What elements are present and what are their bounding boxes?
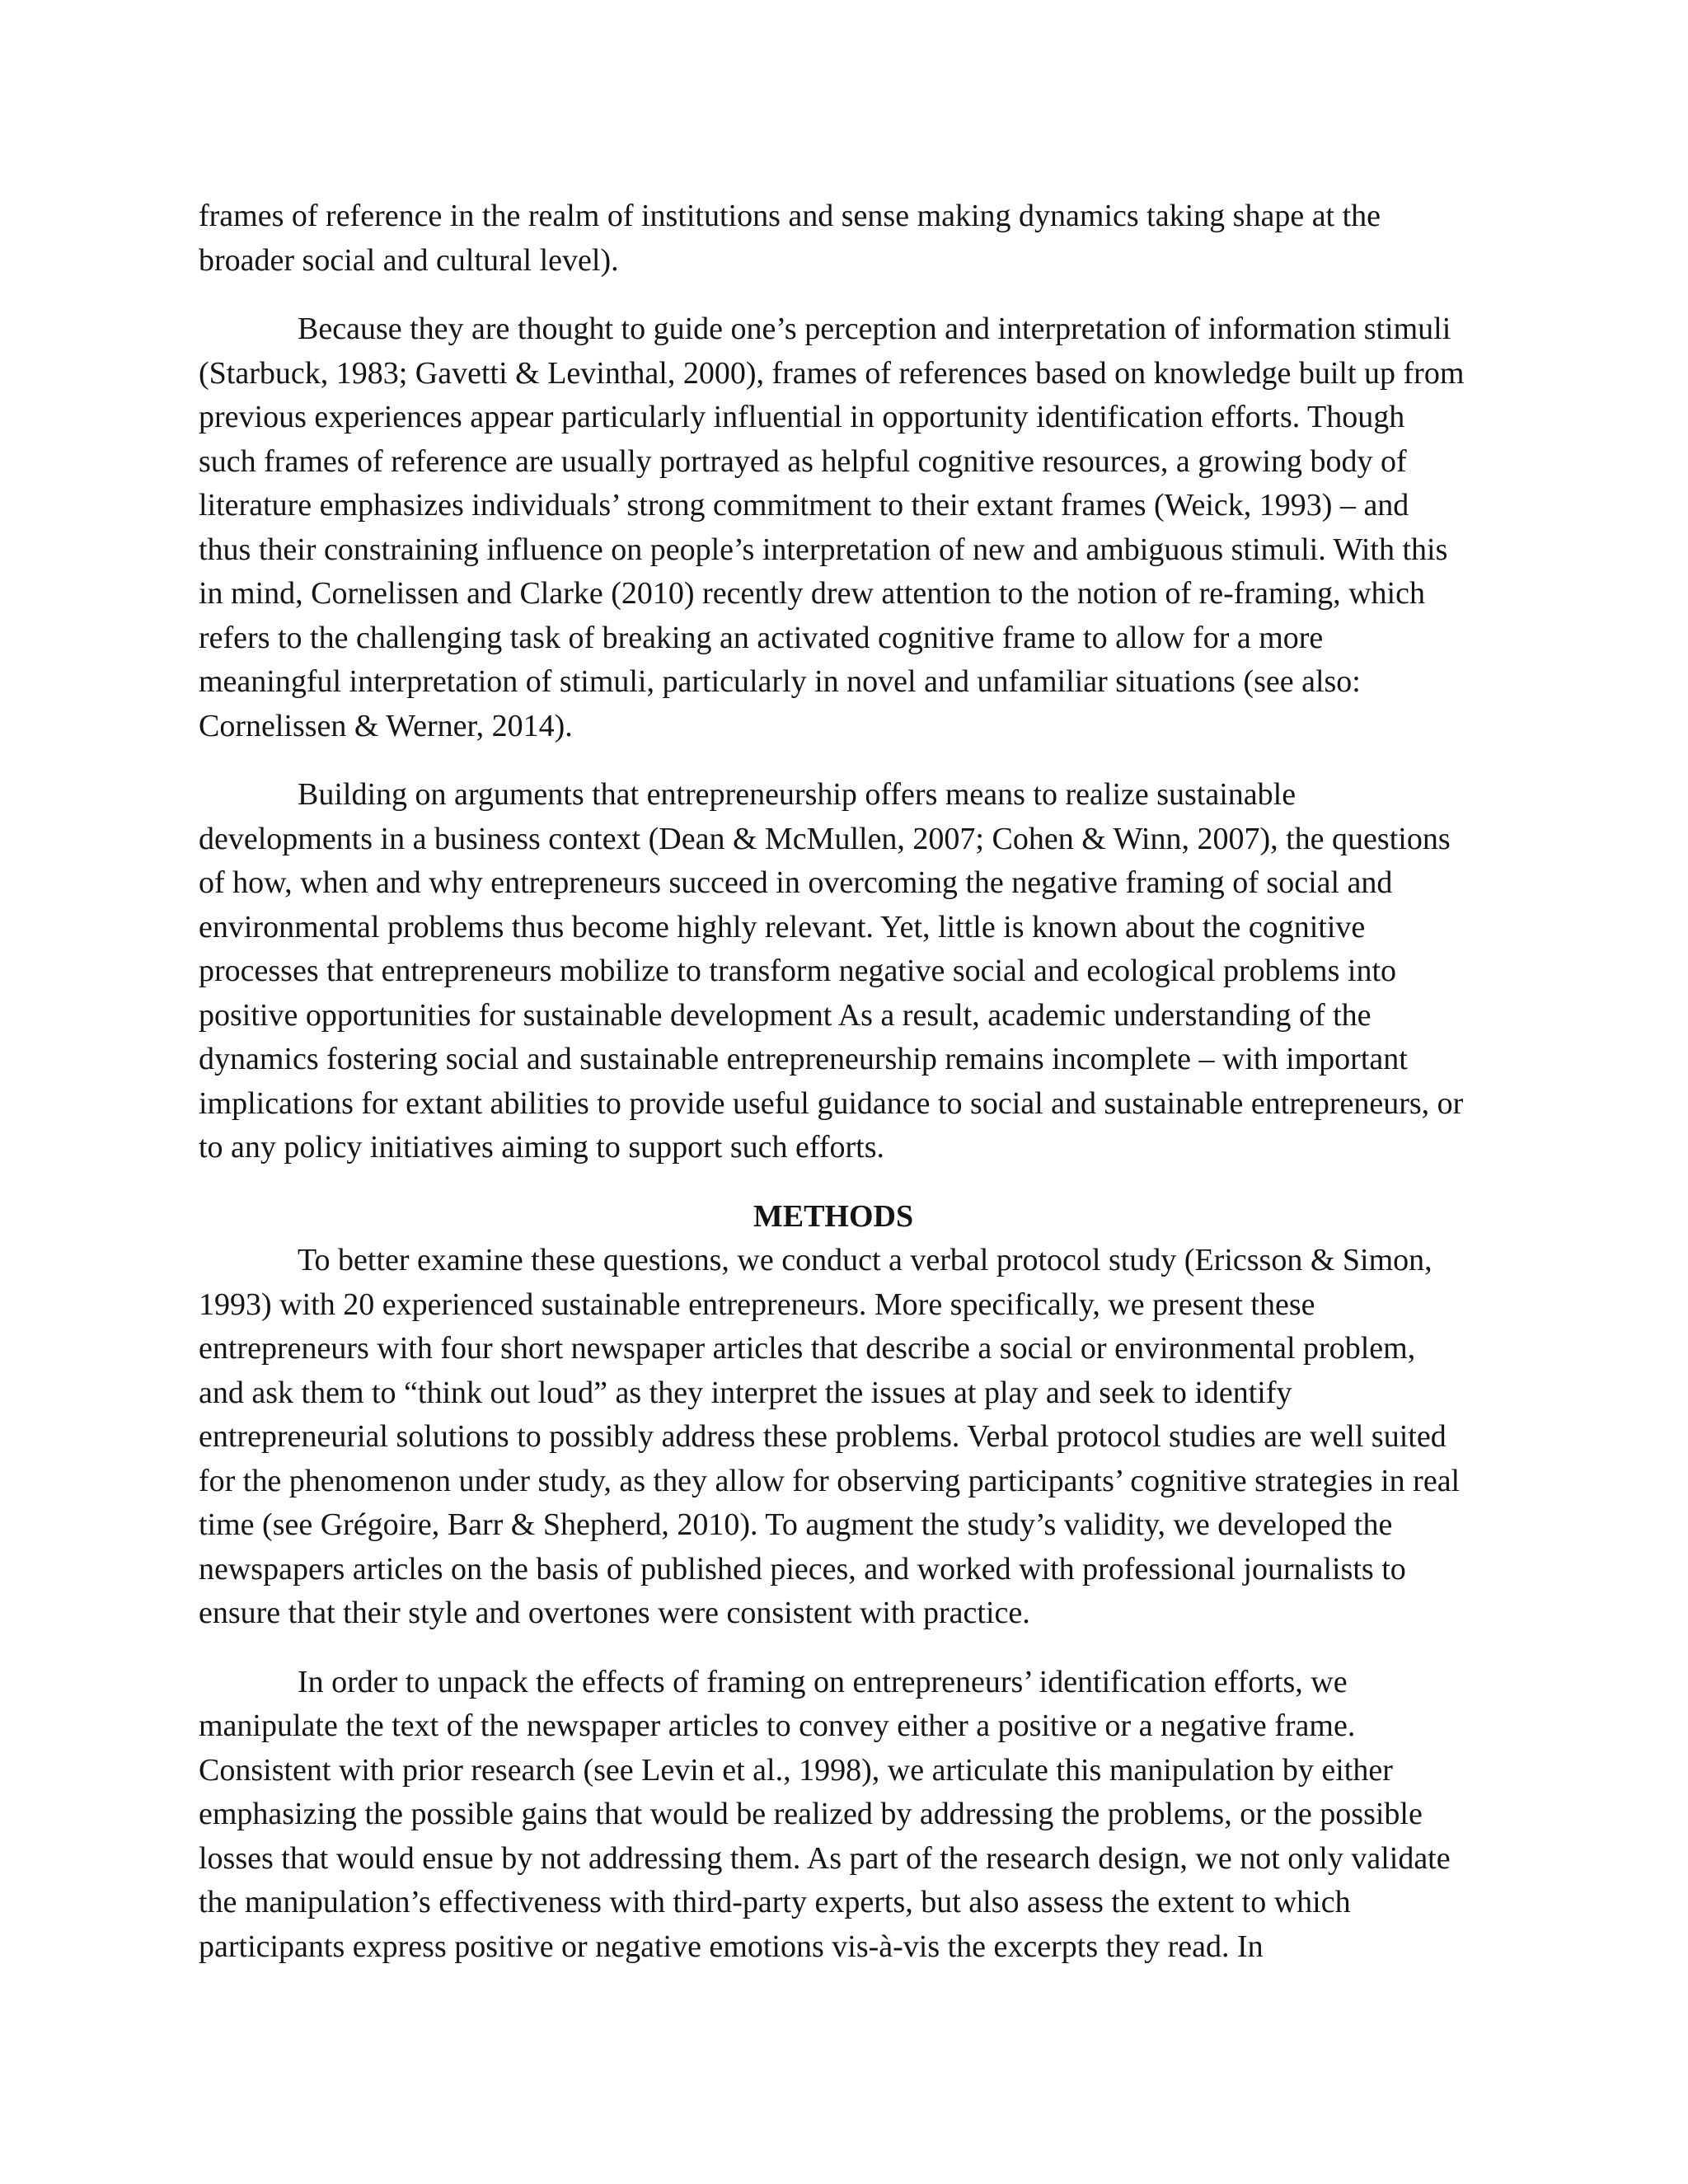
paragraph-continuation: frames of reference in the realm of institutions and sense making dynamics taking shape at the broader social and cultural level). xyxy=(199,199,1381,278)
section-heading-methods: METHODS xyxy=(753,1198,914,1234)
paragraph-framing-manipulation: In order to unpack the effects of framing on entrepreneurs’ identification efforts, we manipulate the text of the newspaper articles to convey either a positive or a negative frame. Consistent with prior research (see Levin et al., 1998), we articulate this manipulation by either emphasizing the possible gains that would be realized by addressing the problems, or the possible losses that would ensue by not addressing them. As part of the research design, we not only validate the manipulation’s effectiveness with third-party experts, but also assess the extent to which participants express positive or negative emotions vis-à-vis the excerpts they read. In xyxy=(199,1664,1451,1964)
paragraph-frames-of-reference: Because they are thought to guide one’s perception and interpretation of information stimuli (Starbuck, 1983; Gavetti & Levinthal, 2000), frames of references based on knowledge built up from previous experiences appear particularly influential in opportunity identification efforts. Though such frames of reference are usually portrayed as helpful cognitive resources, a growing body of literature emphasizes individuals’ strong commitment to their extant frames (Weick, 1993) – and thus their constraining influence on people’s interpretation of new and ambiguous stimuli. With this in mind, Cornelissen and Clarke (2010) recently drew attention to the notion of re-framing, which refers to the challenging task of breaking an activated cognitive frame to allow for a more meaningful interpretation of stimuli, particularly in novel and unfamiliar situations (see also: Cornelissen & Werner, 2014). xyxy=(199,312,1465,743)
paragraph-sustainable-entrepreneurship: Building on arguments that entrepreneurship offers means to realize sustainable developments in a business context (Dean & McMullen, 2007; Cohen & Winn, 2007), the questions of how, when and why entrepreneurs succeed in overcoming the negative framing of social and environmental problems thus become highly relevant. Yet, little is known about the cognitive processes that entrepreneurs mobilize to transform negative social and ecological problems into positive opportunities for sustainable development As a result, academic understanding of the dynamics fostering social and sustainable entrepreneurship remains incomplete – with important implications for extant abilities to provide useful guidance to social and sustainable entrepreneurs, or to any policy initiatives aiming to support such efforts. xyxy=(199,777,1464,1165)
body-text xyxy=(199,194,1468,1969)
paragraph-verbal-protocol-study: To better examine these questions, we conduct a verbal protocol study (Ericsson & Simon, 1993) with 20 experienced sustainable entrepreneurs. More specifically, we present these entrepreneurs with four short newspaper articles that describe a social or environmental problem, and ask them to “think out loud” as they interpret the issues at play and seek to identify entrepreneurial solutions to possibly address these problems. Verbal protocol studies are well suited for the phenomenon under study, as they allow for observing participants’ cognitive strategies in real time (see Grégoire, Barr & Shepherd, 2010). To augment the study’s validity, we developed the newspapers articles on the basis of published pieces, and worked with professional journalists to ensure that their style and overtones were consistent with practice. xyxy=(199,1243,1461,1630)
